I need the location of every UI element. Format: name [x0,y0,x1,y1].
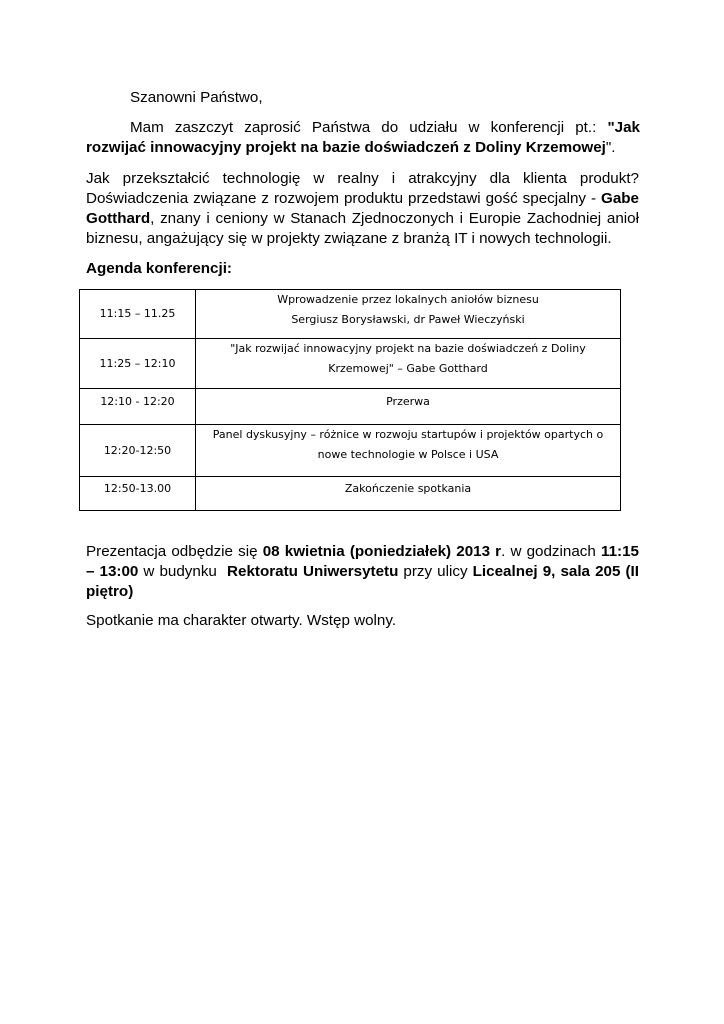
agenda-row [80,477,621,511]
event-hours: 11:15 – 13:00 [86,543,639,580]
description-part2: , znany i ceniony w Stanach Zjednoczonych i Europie Zachodniej anioł biznesu, angażujący się w projekty związane z branżą IT i nowych technologii. [86,210,639,247]
agenda-description-line: Panel dyskusyjny – różnice w rozwoju startupów i projektów opartych o [212,428,604,441]
agenda-description-line: Sergiusz Borysławski, dr Paweł Wieczyński [291,313,525,326]
agenda-table [79,289,621,511]
agenda-description [196,477,621,511]
guest-name: Gabe Gotthard [86,190,639,227]
venue-text-3: w budynku [138,563,228,580]
invitation-tail: ". [605,139,616,156]
venue-text-2: . w godzinach [501,543,601,560]
event-building: Rektoratu Uniwersytetu [227,563,399,580]
closing-note: Spotkanie ma charakter otwarty. Wstęp wolny. [86,612,397,629]
agenda-description [196,339,621,389]
agenda-description-line: nowe technologie w Polsce i USA [317,448,499,461]
venue-text-4: przy ulicy [398,563,473,580]
agenda-description-line: Krzemowej" – Gabe Gotthard [328,362,488,375]
conference-title: "Jak rozwijać innowacyjny projekt na bazie doświadczeń z Doliny Krzemowej [86,119,640,156]
agenda-description-line: "Jak rozwijać innowacyjny projekt na bazie doświadczeń z Doliny [230,342,586,355]
venue-text-1: Prezentacja odbędzie się [86,543,263,560]
agenda-time-label: 12:10 - 12:20 [100,394,175,408]
invitation-lead: Mam zaszczyt zaprosić Państwa do udziału w konferencji pt.: [130,119,608,136]
agenda-heading: Agenda konferencji: [86,260,232,277]
agenda-row [80,339,621,389]
salutation: Szanowni Państwo, [130,89,263,106]
agenda-time [80,477,196,511]
agenda-description [196,425,621,477]
agenda-row [80,290,621,339]
agenda-time: 12:20-12:50 [80,425,196,477]
event-address: Licealnej 9, sala 205 (II piętro) [86,563,639,600]
agenda-description-line: Wprowadzenie przez lokalnych aniołów biznesu [277,293,539,306]
venue-paragraph [86,542,639,602]
agenda-description [196,389,621,425]
agenda-row [80,389,621,425]
agenda-description-line: Przerwa [386,394,430,408]
description-part1: Jak przekształcić technologię w realny i atrakcyjny dla klienta produkt? Doświadczenia związane z rozwojem produktu przedstawi gość specjalny - [86,170,639,207]
agenda-description [196,290,621,339]
agenda-time-label: 12:50-13.00 [103,481,172,495]
agenda-row [80,425,621,477]
agenda-description-line: Zakończenie spotkania [344,481,472,495]
event-date: 08 kwietnia (poniedziałek) 2013 r [262,543,502,560]
description-paragraph [86,169,639,249]
invitation-paragraph [86,118,640,158]
agenda-time [80,389,196,425]
agenda-time: 11:15 – 11.25 [80,290,196,339]
agenda-time: 11:25 – 12:10 [80,339,196,389]
